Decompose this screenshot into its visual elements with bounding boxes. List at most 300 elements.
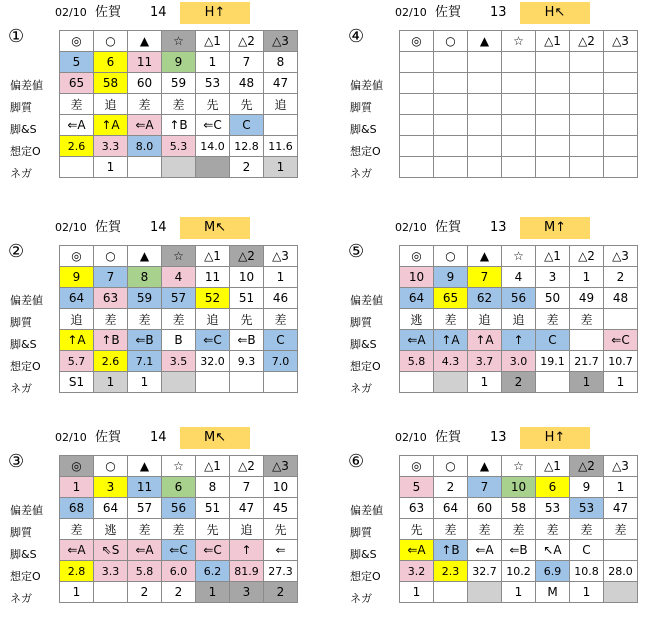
cell-legs: ↑	[230, 540, 264, 561]
cell-dev: 53	[536, 498, 570, 519]
cell-legs: ⇐C	[196, 330, 230, 351]
row-label: 脚質	[350, 101, 372, 114]
row-label: 想定O	[10, 145, 41, 158]
race-panel	[340, 215, 665, 425]
track-condition: M↑	[520, 217, 590, 239]
grid-row-nums	[60, 267, 298, 288]
grid-row-dev	[400, 73, 638, 94]
cell-marks: ○	[434, 246, 468, 267]
cell-nega	[434, 157, 468, 178]
cell-nums: 1	[264, 267, 298, 288]
cell-odds: 3.3	[94, 561, 128, 582]
cell-dev	[570, 73, 604, 94]
row-label: ネガ	[10, 382, 32, 395]
cell-style: 追	[264, 94, 298, 115]
grid-row-nega	[60, 157, 298, 178]
race-header	[340, 427, 665, 449]
cell-nega	[536, 372, 570, 393]
grid-row-marks	[60, 246, 298, 267]
grid-row-nega	[400, 157, 638, 178]
pick-grid	[399, 455, 638, 603]
cell-nums: 2	[604, 267, 638, 288]
cell-style: 差	[468, 519, 502, 540]
cell-dev: 65	[60, 73, 94, 94]
cell-style: 先	[230, 94, 264, 115]
race-date: 02/10	[55, 6, 87, 19]
grid-row-legs	[400, 540, 638, 561]
cell-nums	[570, 52, 604, 73]
cell-legs: ⇐B	[502, 540, 536, 561]
cell-nums: 1	[60, 477, 94, 498]
cell-nega: 1	[94, 372, 128, 393]
cell-legs: ⇐C	[196, 540, 230, 561]
cell-dev: 47	[230, 498, 264, 519]
cell-marks: ☆	[162, 456, 196, 477]
cell-legs	[570, 115, 604, 136]
grid-row-odds	[400, 561, 638, 582]
cell-marks: △1	[196, 31, 230, 52]
grid-row-nums	[400, 477, 638, 498]
cell-nums: 3	[94, 477, 128, 498]
cell-dev: 63	[94, 288, 128, 309]
cell-legs: ⇐A	[60, 115, 94, 136]
cell-dev: 53	[196, 73, 230, 94]
venue-name: 佐賀	[95, 430, 122, 445]
cell-dev: 59	[162, 73, 196, 94]
race-header	[340, 217, 665, 239]
cell-nums	[604, 52, 638, 73]
cell-odds	[536, 136, 570, 157]
cell-legs: ⇐A	[400, 330, 434, 351]
cell-odds: 2.3	[434, 561, 468, 582]
cell-dev: 52	[196, 288, 230, 309]
venue-name: 佐賀	[95, 220, 122, 235]
cell-dev: 62	[468, 288, 502, 309]
row-label: 脚&S	[350, 123, 377, 136]
cell-style: 差	[128, 519, 162, 540]
cell-nums: 4	[502, 267, 536, 288]
cell-odds: 4.3	[434, 351, 468, 372]
cell-odds: 7.0	[264, 351, 298, 372]
cell-nums	[434, 52, 468, 73]
cell-style	[536, 94, 570, 115]
runner-count: 13	[490, 5, 507, 20]
cell-nums: 9	[162, 52, 196, 73]
cell-marks: ◎	[60, 31, 94, 52]
cell-nums: 9	[60, 267, 94, 288]
track-condition: H↑	[520, 427, 590, 449]
cell-dev: 53	[570, 498, 604, 519]
cell-legs: ⇐B	[128, 330, 162, 351]
row-label: ネガ	[350, 382, 372, 395]
grid-row-dev	[60, 73, 298, 94]
cell-legs: ⇐C	[196, 115, 230, 136]
cell-dev: 45	[264, 498, 298, 519]
cell-odds: 32.0	[196, 351, 230, 372]
cell-dev: 64	[434, 498, 468, 519]
cell-legs: ↑A	[434, 330, 468, 351]
cell-odds: 5.3	[162, 136, 196, 157]
cell-odds: 14.0	[196, 136, 230, 157]
cell-nega	[128, 157, 162, 178]
cell-legs: ⇐A	[60, 540, 94, 561]
cell-odds: 10.7	[604, 351, 638, 372]
cell-odds: 81.9	[230, 561, 264, 582]
grid-row-odds	[400, 136, 638, 157]
row-label: ネガ	[350, 167, 372, 180]
row-label: ネガ	[10, 167, 32, 180]
grid-row-legs	[60, 330, 298, 351]
cell-style: 追	[230, 519, 264, 540]
cell-nums: 10	[230, 267, 264, 288]
cell-nega	[604, 157, 638, 178]
cell-style	[434, 94, 468, 115]
cell-odds: 2.8	[60, 561, 94, 582]
cell-odds: 5.7	[60, 351, 94, 372]
cell-odds	[400, 136, 434, 157]
cell-nega: 2	[230, 157, 264, 178]
cell-marks: ○	[94, 246, 128, 267]
cell-dev: 64	[60, 288, 94, 309]
cell-marks: ○	[434, 456, 468, 477]
cell-nega	[60, 157, 94, 178]
cell-nega	[264, 372, 298, 393]
cell-nums: 8	[264, 52, 298, 73]
race-panel	[340, 0, 665, 210]
runner-count: 13	[490, 430, 507, 445]
cell-dev	[468, 73, 502, 94]
cell-nega	[434, 582, 468, 603]
race-number: ③	[8, 451, 25, 472]
race-panel	[0, 215, 332, 425]
grid-row-nums	[400, 267, 638, 288]
track-condition: M↖	[180, 427, 250, 449]
grid-row-style	[400, 309, 638, 330]
cell-legs: ⇐C	[162, 540, 196, 561]
row-label: 偏差値	[350, 294, 383, 307]
grid-row-nega	[60, 372, 298, 393]
race-date: 02/10	[395, 221, 427, 234]
cell-style: 先	[400, 519, 434, 540]
cell-marks: ▲	[128, 31, 162, 52]
cell-dev	[502, 73, 536, 94]
cell-marks: △2	[570, 246, 604, 267]
cell-odds: 9.3	[230, 351, 264, 372]
cell-nums: 7	[468, 477, 502, 498]
track-condition: H↖	[520, 2, 590, 24]
cell-marks: ◎	[400, 31, 434, 52]
cell-marks: ▲	[468, 456, 502, 477]
cell-dev	[434, 73, 468, 94]
cell-marks: ☆	[502, 456, 536, 477]
cell-nega	[434, 372, 468, 393]
cell-dev: 68	[60, 498, 94, 519]
cell-dev: 63	[400, 498, 434, 519]
grid-row-nums	[60, 52, 298, 73]
cell-dev: 51	[196, 498, 230, 519]
grid-row-nega	[400, 582, 638, 603]
cell-dev: 56	[502, 288, 536, 309]
venue-name: 佐賀	[435, 430, 462, 445]
cell-dev	[400, 73, 434, 94]
cell-style: 差	[570, 309, 604, 330]
race-number: ①	[8, 26, 25, 47]
cell-dev: 47	[264, 73, 298, 94]
cell-style: 追	[468, 309, 502, 330]
track-condition: M↖	[180, 217, 250, 239]
cell-marks: △3	[604, 246, 638, 267]
grid-row-odds	[60, 136, 298, 157]
cell-nums: 10	[502, 477, 536, 498]
cell-style: 差	[434, 519, 468, 540]
cell-legs: ↑B	[162, 115, 196, 136]
cell-marks: ▲	[128, 246, 162, 267]
cell-nega	[162, 372, 196, 393]
cell-style: 差	[570, 519, 604, 540]
cell-legs: ⇐C	[604, 330, 638, 351]
cell-nums: 1	[570, 267, 604, 288]
cell-style: 差	[162, 94, 196, 115]
cell-dev: 51	[230, 288, 264, 309]
cell-nums: 1	[604, 477, 638, 498]
cell-dev: 49	[570, 288, 604, 309]
cell-dev: 46	[264, 288, 298, 309]
cell-nega	[468, 582, 502, 603]
cell-style: 差	[60, 94, 94, 115]
cell-legs: C	[230, 115, 264, 136]
cell-odds: 3.7	[468, 351, 502, 372]
runner-count: 13	[490, 220, 507, 235]
cell-odds: 7.1	[128, 351, 162, 372]
race-header	[0, 2, 332, 24]
cell-style: 追	[502, 309, 536, 330]
cell-legs	[604, 115, 638, 136]
cell-nums: 6	[94, 52, 128, 73]
cell-nega	[162, 157, 196, 178]
cell-marks: ☆	[162, 31, 196, 52]
cell-odds: 28.0	[604, 561, 638, 582]
cell-nega: 2	[502, 372, 536, 393]
grid-row-dev	[60, 498, 298, 519]
race-number: ⑤	[348, 241, 365, 262]
grid-row-marks	[400, 31, 638, 52]
grid-row-style	[60, 94, 298, 115]
cell-legs: C	[570, 540, 604, 561]
grid-row-style	[400, 519, 638, 540]
cell-nega: 1	[60, 582, 94, 603]
cell-nega: 2	[264, 582, 298, 603]
cell-nega: 1	[570, 372, 604, 393]
cell-marks: ☆	[502, 31, 536, 52]
race-number: ②	[8, 241, 25, 262]
row-label: ネガ	[350, 592, 372, 605]
cell-nums	[502, 52, 536, 73]
pick-grid	[399, 30, 638, 178]
row-label: 想定O	[350, 360, 381, 373]
race-date: 02/10	[395, 6, 427, 19]
cell-style: 差	[536, 309, 570, 330]
row-label: 想定O	[350, 570, 381, 583]
cell-dev: 57	[162, 288, 196, 309]
cell-marks: △2	[230, 31, 264, 52]
cell-legs: ↑B	[94, 330, 128, 351]
grid-row-style	[400, 94, 638, 115]
cell-marks: ☆	[502, 246, 536, 267]
cell-nega: 1	[196, 582, 230, 603]
track-condition: H↑	[180, 2, 250, 24]
cell-nega	[94, 582, 128, 603]
row-label: 偏差値	[10, 294, 43, 307]
cell-marks: △1	[536, 456, 570, 477]
cell-odds	[434, 136, 468, 157]
cell-dev: 59	[128, 288, 162, 309]
cell-odds: 8.0	[128, 136, 162, 157]
cell-legs	[468, 115, 502, 136]
cell-nega	[196, 157, 230, 178]
grid-row-nega	[60, 582, 298, 603]
cell-dev: 60	[468, 498, 502, 519]
cell-dev	[536, 73, 570, 94]
grid-row-style	[60, 309, 298, 330]
cell-style	[604, 309, 638, 330]
cell-style: 逃	[400, 309, 434, 330]
cell-legs: ↖A	[536, 540, 570, 561]
venue-name: 佐賀	[435, 220, 462, 235]
cell-marks: ☆	[162, 246, 196, 267]
cell-style: 追	[196, 309, 230, 330]
cell-nums: 7	[468, 267, 502, 288]
cell-legs: B	[162, 330, 196, 351]
cell-legs: ↑B	[434, 540, 468, 561]
cell-style: 差	[162, 309, 196, 330]
cell-marks: △3	[264, 31, 298, 52]
row-label: 偏差値	[10, 504, 43, 517]
cell-nums: 8	[196, 477, 230, 498]
cell-nega	[570, 157, 604, 178]
row-label: 想定O	[350, 145, 381, 158]
cell-legs: C	[264, 330, 298, 351]
grid-row-legs	[400, 115, 638, 136]
cell-nega	[400, 157, 434, 178]
cell-legs: ⇐A	[400, 540, 434, 561]
race-panel	[0, 0, 332, 210]
cell-nega	[468, 157, 502, 178]
cell-odds: 3.5	[162, 351, 196, 372]
cell-legs: ⇐B	[230, 330, 264, 351]
cell-marks: ◎	[400, 456, 434, 477]
cell-legs: ↑	[502, 330, 536, 351]
row-label: 脚&S	[350, 338, 377, 351]
grid-row-legs	[400, 330, 638, 351]
cell-style: 差	[536, 519, 570, 540]
cell-dev: 50	[536, 288, 570, 309]
cell-marks: △1	[536, 31, 570, 52]
cell-style: 差	[502, 519, 536, 540]
cell-dev: 48	[604, 288, 638, 309]
cell-nega: 1	[264, 157, 298, 178]
race-date: 02/10	[395, 431, 427, 444]
cell-style: 差	[162, 519, 196, 540]
cell-legs: ⇐A	[468, 540, 502, 561]
cell-style: 差	[604, 519, 638, 540]
row-label: 脚&S	[350, 548, 377, 561]
race-number: ⑥	[348, 451, 365, 472]
row-label: ネガ	[10, 592, 32, 605]
cell-style: 先	[196, 94, 230, 115]
cell-marks: ○	[94, 31, 128, 52]
cell-marks: △1	[196, 246, 230, 267]
row-label: 脚質	[10, 316, 32, 329]
row-label: 想定O	[10, 360, 41, 373]
cell-dev: 48	[230, 73, 264, 94]
cell-nums: 11	[128, 477, 162, 498]
cell-style: 差	[60, 519, 94, 540]
grid-row-marks	[400, 456, 638, 477]
cell-odds: 21.7	[570, 351, 604, 372]
cell-nums: 10	[400, 267, 434, 288]
row-label: 脚質	[10, 101, 32, 114]
cell-nega: 2	[162, 582, 196, 603]
cell-nega	[196, 372, 230, 393]
cell-odds: 10.2	[502, 561, 536, 582]
cell-nega: 3	[230, 582, 264, 603]
cell-marks: △3	[604, 31, 638, 52]
venue-name: 佐賀	[95, 5, 122, 20]
cell-nega: 1	[468, 372, 502, 393]
cell-marks: ▲	[468, 246, 502, 267]
cell-legs: ⇖S	[94, 540, 128, 561]
cell-style: 差	[264, 309, 298, 330]
race-panel	[340, 425, 665, 635]
cell-odds: 11.6	[264, 136, 298, 157]
cell-marks: △2	[230, 456, 264, 477]
cell-style	[468, 94, 502, 115]
cell-odds: 32.7	[468, 561, 502, 582]
cell-dev: 60	[128, 73, 162, 94]
cell-marks: △2	[230, 246, 264, 267]
cell-legs: ⇐A	[128, 540, 162, 561]
row-label: 偏差値	[350, 504, 383, 517]
cell-nega	[502, 157, 536, 178]
cell-legs: C	[536, 330, 570, 351]
cell-legs: ⇐A	[128, 115, 162, 136]
cell-legs	[536, 115, 570, 136]
cell-marks: ◎	[400, 246, 434, 267]
cell-style	[604, 94, 638, 115]
cell-legs	[264, 115, 298, 136]
cell-odds: 2.6	[60, 136, 94, 157]
cell-nega: 2	[128, 582, 162, 603]
cell-nums: 6	[536, 477, 570, 498]
cell-dev: 57	[128, 498, 162, 519]
cell-odds	[570, 136, 604, 157]
cell-marks: △3	[264, 246, 298, 267]
pick-grid	[59, 455, 298, 603]
row-label: 脚&S	[10, 123, 37, 136]
cell-odds: 6.2	[196, 561, 230, 582]
cell-odds: 3.2	[400, 561, 434, 582]
cell-style: 逃	[94, 519, 128, 540]
cell-nums: 3	[536, 267, 570, 288]
cell-nums	[468, 52, 502, 73]
cell-nums: 2	[434, 477, 468, 498]
race-panel	[0, 425, 332, 635]
venue-name: 佐賀	[435, 5, 462, 20]
cell-nega: 1	[570, 582, 604, 603]
race-date: 02/10	[55, 431, 87, 444]
cell-style: 追	[60, 309, 94, 330]
pick-grid	[59, 30, 298, 178]
